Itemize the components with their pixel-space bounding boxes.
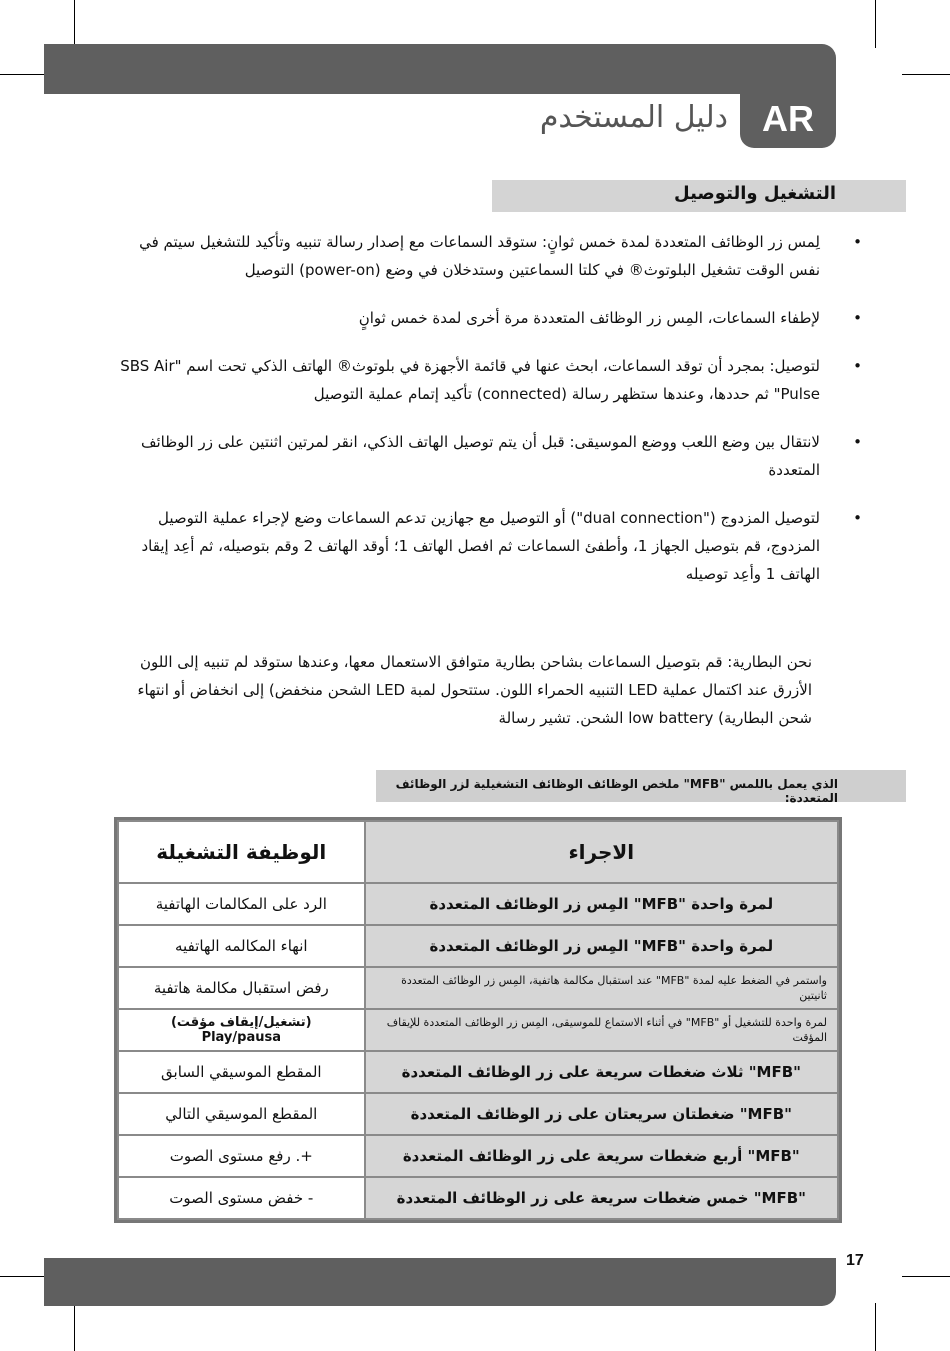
function-cell: +. رفع مستوى الصوت: [118, 1135, 365, 1177]
action-cell: "MFB" ضغطتان سريعتان على زر الوظائف المتعددة: [365, 1093, 838, 1135]
list-item: • لتوصيل المزدوج ("dual connection") أو التوصيل مع جهازين تدعم السماعات وضع لإجراء عملية التوصيل المزدوج، قم بتوصيل الجهاز 1، وأطفئ السماعات ثم افصل الهاتف 1؛ أوقد الهاتف 2 وقم بتوصيله، ثم أعِد إيقاد الهاتف 1 وأعِد توصيله: [110, 504, 836, 588]
function-cell: انهاء المكالمه الهاتفيه: [118, 925, 365, 967]
crop-mark: [0, 1276, 48, 1277]
action-cell: واستمر في الضغط عليه لمدة "MFB" عند استقبال مكالمة هاتفية، المِس زر الوظائف المتعددة ثانيتين: [365, 967, 838, 1009]
bullet-icon: •: [853, 433, 862, 451]
footer-bar: [44, 1258, 836, 1306]
bullet-list: [110, 228, 862, 608]
table-header-row: [118, 821, 838, 883]
list-item: • لانتقال بين وضع اللعب ووضع الموسيقى: قبل أن يتم توصيل الهاتف الذكي، انقر لمرتين اثنتين على زر الوظائف المتعددة: [110, 428, 836, 484]
crop-mark: [74, 0, 75, 48]
list-item: • لتوصيل: بمجرد أن توقد السماعات، ابحث عنها في قائمة الأجهزة في بلوتوث® الهاتف الذكي تحت اسم "SBS Air Pulse" ثم حددها، وعندها ستظهر رسالة (connected) تأكيد إتمام عملية التوصيل: [110, 352, 836, 408]
table-row: [118, 925, 838, 967]
action-cell: "MFB" أربع ضغطات سريعة على زر الوظائف المتعددة: [365, 1135, 838, 1177]
function-cell: (تشغيل/إيقاف مؤقت) Play/pausa: [118, 1009, 365, 1051]
section-title: التشغيل والتوصيل: [674, 183, 836, 204]
table-row: [118, 1051, 838, 1093]
bullet-icon: •: [853, 357, 862, 375]
crop-mark: [74, 1303, 75, 1351]
bullet-icon: •: [853, 509, 862, 527]
action-cell: "MFB" ثلاث ضغطات سريعة على زر الوظائف المتعددة: [365, 1051, 838, 1093]
mfb-summary-title: الذي يعمل باللمس "MFB" ملخص الوظائف الوظائف التشغيلية لزر الوظائف المتعددة:: [395, 777, 838, 805]
table-row: [118, 883, 838, 925]
table-row: [118, 1135, 838, 1177]
table-row: [118, 1177, 838, 1219]
page-number: 17: [846, 1252, 864, 1269]
table-row: [118, 967, 838, 1009]
battery-note: نحن البطارية: قم بتوصيل السماعات بشاحن بطارية متوافق الاستعمال معها، وعندها ستوقد لم تنبيه إلى اللون الأزرق عند اكتمال عملية LED التنبيه الحمراء اللون. ستتحول لمبة LED الشحن منخفض) إلى انخفاض أو انتهاء شحن البطارية) low battery الشحن. تشير رسالة: [137, 653, 812, 727]
table-row: [118, 1009, 838, 1051]
list-item: • لإطفاء السماعات، المِس زر الوظائف المتعددة مرة أخرى لمدة خمس ثوانٍ: [110, 304, 836, 332]
action-cell: لمرة واحدة "MFB" المِس زر الوظائف المتعددة: [365, 925, 838, 967]
document-title: دليل المستخدم: [539, 100, 728, 135]
action-cell: لمرة واحدة "MFB" المِس زر الوظائف المتعددة: [365, 883, 838, 925]
column-header-action: الاجراء: [365, 821, 838, 883]
function-cell: المقطع الموسيقي التالي: [118, 1093, 365, 1135]
header-bar: [44, 44, 836, 94]
action-cell: "MFB" خمس ضغطات سريعة على زر الوظائف المتعددة: [365, 1177, 838, 1219]
function-cell: رفض استقبال مكالمة هاتفية: [118, 967, 365, 1009]
table-row: [118, 1093, 838, 1135]
function-cell: - خفض مستوى الصوت: [118, 1177, 365, 1219]
function-cell: الرد على المكالمات الهاتفية: [118, 883, 365, 925]
crop-mark: [902, 74, 950, 75]
list-item: • لِمس زر الوظائف المتعددة لمدة خمس ثوانٍ: ستوقد السماعات مع إصدار رسالة تنبيه وتأكيد للتشغيل سيتم في نفس الوقت تشغيل البلوتوث® في كلتا السماعتين وستدخلان في وضع (power-on) التوصيل: [110, 228, 836, 284]
function-cell: المقطع الموسيقي السابق: [118, 1051, 365, 1093]
crop-mark: [875, 0, 876, 48]
bullet-icon: •: [853, 233, 862, 251]
mfb-table: [114, 817, 842, 1223]
language-tab: AR: [740, 94, 836, 148]
crop-mark: [875, 1303, 876, 1351]
bullet-icon: •: [853, 309, 862, 327]
crop-mark: [902, 1276, 950, 1277]
column-header-function: الوظيفة التشغيلة: [118, 821, 365, 883]
crop-mark: [0, 74, 48, 75]
action-cell: لمرة واحدة للتشغيل أو "MFB" في أثناء الاستماع للموسيقى، المِس زر الوظائف المتعددة للإيقاف المؤقت: [365, 1009, 838, 1051]
